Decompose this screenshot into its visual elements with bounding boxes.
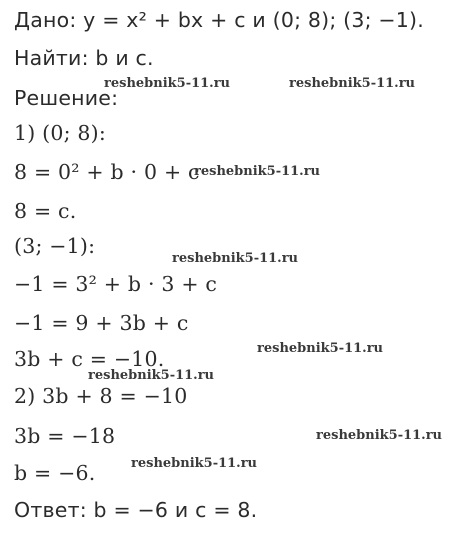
watermark-text: reshebnik5-11.ru	[172, 251, 299, 266]
watermark-text: reshebnik5-11.ru	[289, 76, 416, 91]
watermark-text: reshebnik5-11.ru	[131, 456, 258, 471]
answer-line: Ответ: b = −6 и c = 8.	[14, 498, 258, 522]
equation-4: −1 = 9 + 3b + c	[14, 311, 189, 335]
watermark-text: reshebnik5-11.ru	[104, 76, 231, 91]
find-line: Найти: b и c.	[14, 46, 154, 70]
equation-7: b = −6.	[14, 461, 96, 485]
watermark-text: reshebnik5-11.ru	[88, 368, 215, 383]
equation-5: 3b + c = −10.	[14, 347, 165, 371]
equation-3: −1 = 3² + b · 3 + c	[14, 272, 218, 296]
watermark-text: reshebnik5-11.ru	[257, 341, 384, 356]
step-2-equation: 2) 3b + 8 = −10	[14, 384, 188, 408]
equation-6: 3b = −18	[14, 424, 116, 448]
point-2-header: (3; −1):	[14, 234, 96, 258]
equation-2: 8 = c.	[14, 199, 77, 223]
step-1-header: 1) (0; 8):	[14, 121, 106, 145]
solution-heading: Решение:	[14, 86, 119, 110]
given-line: Дано: y = x² + bx + c и (0; 8); (3; −1).	[14, 8, 424, 32]
watermark-text: reshebnik5-11.ru	[316, 428, 443, 443]
watermark-text: reshebnik5-11.ru	[194, 164, 321, 179]
equation-1: 8 = 0² + b · 0 + c	[14, 160, 200, 184]
